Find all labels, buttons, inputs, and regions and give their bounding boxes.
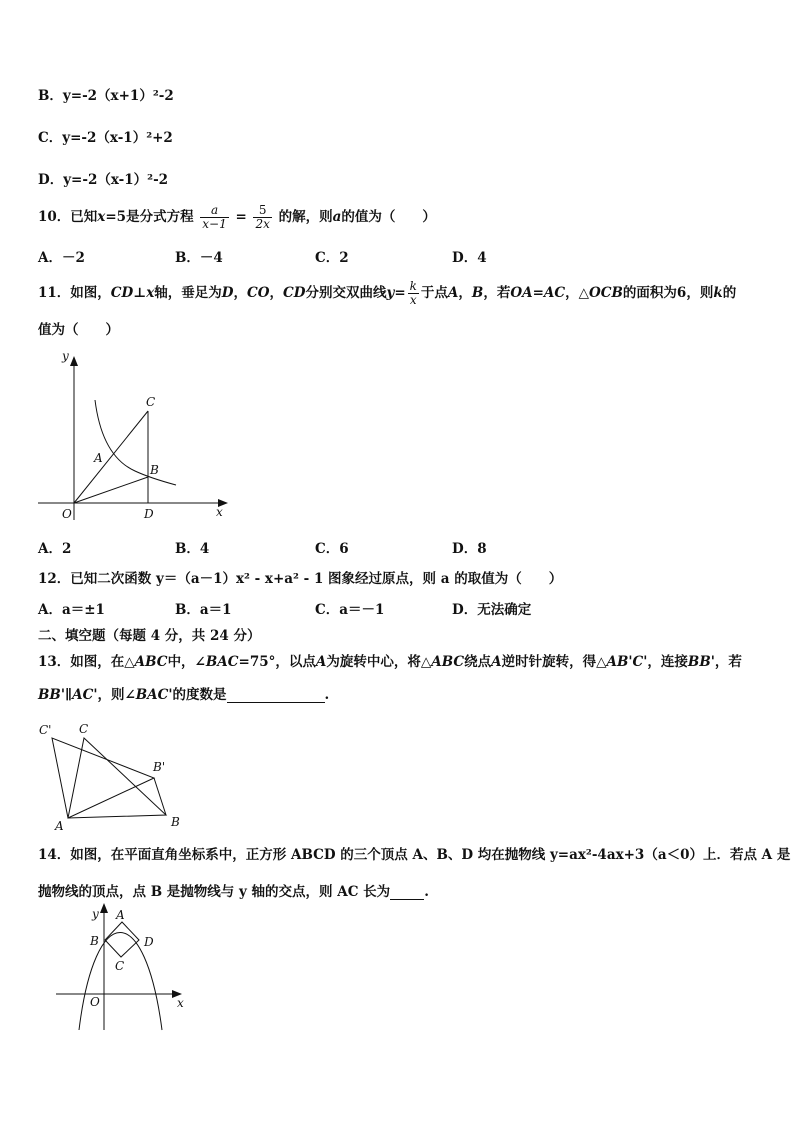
q14-label-c: C bbox=[115, 959, 125, 973]
q11-option-c: C．6 bbox=[315, 541, 349, 557]
q12-stem: 12．已知二次函数 y＝（a－1）x² - x+a² - 1 图象经过原点，则 a 的取值为（ ） bbox=[38, 571, 563, 587]
q11-label-o: O bbox=[62, 507, 72, 521]
q14-y-arrow bbox=[100, 903, 108, 913]
q14-label-y: y bbox=[92, 907, 99, 921]
q11-option-a: A．2 bbox=[38, 541, 72, 557]
q11-stem-line1: 11．如图，CD⊥x轴，垂足为D，CO，CD分别交双曲线y= $\frac{k}{x}$ 于点A，B，若OA=AC，△OCB的面积为6，则k的 bbox=[38, 279, 737, 307]
q11-option-b: B．4 bbox=[175, 541, 210, 557]
q11-label-x: x bbox=[216, 505, 223, 519]
q11-option-d: D．8 bbox=[452, 541, 487, 557]
q11-fraction: $\frac{k}{x}$ bbox=[409, 279, 417, 307]
q9-option-b: B．y=-2（x+1）²-2 bbox=[38, 88, 174, 104]
q10-option-a: A．－2 bbox=[38, 250, 85, 266]
q13-label-b-prime: B' bbox=[153, 760, 166, 774]
q9-option-d: D．y=-2（x-1）²-2 bbox=[38, 172, 169, 188]
q12-option-a: A．a＝±1 bbox=[38, 602, 105, 618]
q14-label-o: O bbox=[90, 995, 100, 1009]
q13-label-c: C bbox=[79, 722, 89, 736]
q13-stem-line1: 13．如图，在△ABC中，∠BAC=75°，以点A为旋转中心，将△ABC绕点A逆时针旋转，得△AB'C'，连接BB'，若 bbox=[38, 654, 742, 670]
q12-option-d: D．无法确定 bbox=[452, 602, 532, 618]
q14-label-x: x bbox=[177, 996, 184, 1010]
section-heading: 二、填空题（每题 4 分，共 24 分） bbox=[38, 628, 261, 644]
q10-option-d: D．4 bbox=[452, 250, 487, 266]
q14-label-d: D bbox=[144, 935, 154, 949]
q13-label-a: A bbox=[55, 819, 64, 833]
q12-option-b: B．a＝1 bbox=[175, 602, 232, 618]
q10-option-c: C．2 bbox=[315, 250, 349, 266]
q11-label-d: D bbox=[144, 507, 154, 521]
q10-stem: 10．已知x=5是分式方程 $\frac{a}{x-1}$ = $\frac{5}{2x}$ 的解，则a的值为（ ） bbox=[38, 203, 436, 231]
q11-label-b: B bbox=[150, 463, 159, 477]
q11-label-y: y bbox=[62, 349, 69, 363]
q14-stem-line1: 14．如图，在平面直角坐标系中，正方形 ABCD 的三个顶点 A、B、D 均在抛物线 y=ax²-4ax+3（a＜0）上．若点 A 是 bbox=[38, 847, 791, 863]
q14-label-b: B bbox=[90, 934, 99, 948]
q11-label-a: A bbox=[94, 451, 103, 465]
q10-fraction-2: $\frac{5}{2x}$ bbox=[255, 203, 270, 231]
q12-option-c: C．a＝－1 bbox=[315, 602, 385, 618]
q10-fraction-1: $\frac{a}{x-1}$ bbox=[202, 203, 227, 231]
q13-stem-line2: BB'∥AC'，则∠BAC'的度数是 . bbox=[38, 687, 330, 703]
q10-option-b: B．－4 bbox=[175, 250, 223, 266]
q13-label-b: B bbox=[171, 815, 180, 829]
q11-label-c: C bbox=[146, 395, 156, 409]
q14-stem-line2: 抛物线的顶点，点 B 是抛物线与 y 轴的交点，则 AC 长为 . bbox=[38, 884, 429, 900]
q11-stem-line2: 值为（ ） bbox=[38, 322, 119, 338]
q14-label-a: A bbox=[116, 908, 125, 922]
q13-label-c-prime: C' bbox=[39, 723, 52, 737]
q9-option-c: C．y=-2（x-1）²+2 bbox=[38, 130, 173, 146]
